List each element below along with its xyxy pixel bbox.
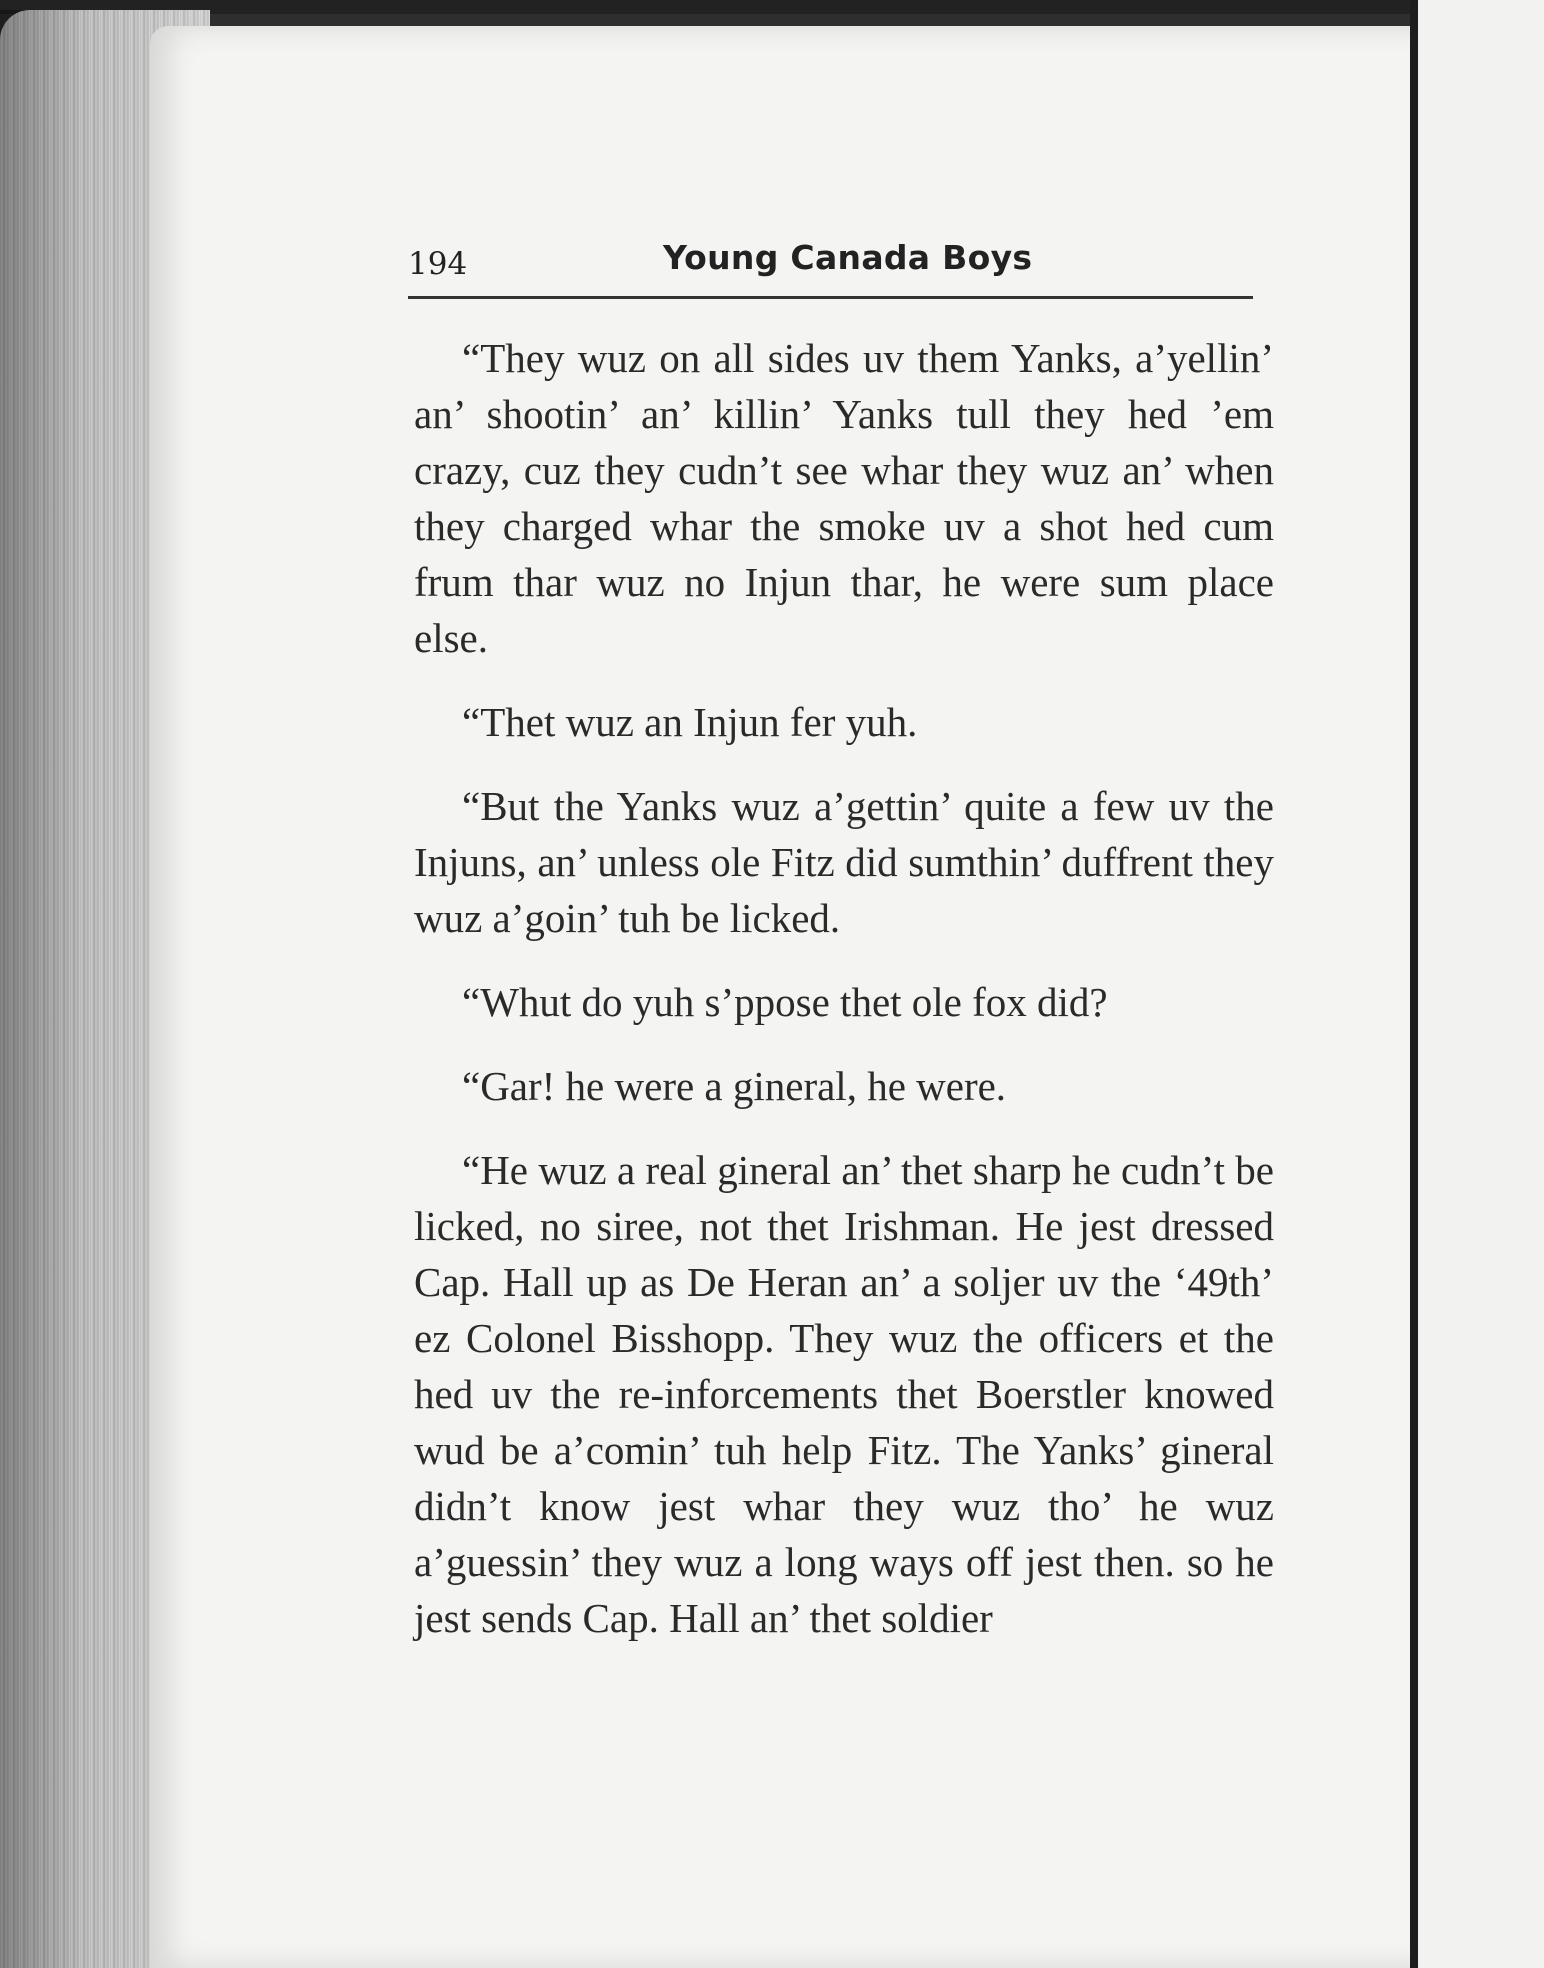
running-title: Young Canada Boys <box>663 238 1033 277</box>
paragraph: “Thet wuz an Injun fer yuh. <box>462 699 918 745</box>
paragraph: “But the Yanks wuz a’gettin’ quite a few uv the Injuns, an’ unless ole Fitz did sumthin’ duffrent they wuz a’goin’ tuh be licked. <box>414 783 1274 941</box>
body-text <box>414 330 1274 1674</box>
page-number: 194 <box>408 246 468 282</box>
facing-page <box>1412 0 1544 1968</box>
page-header <box>408 238 1253 300</box>
gutter-line <box>1410 0 1418 1968</box>
paragraph: “Whut do yuh s’ppose thet ole fox did? <box>462 979 1108 1025</box>
paragraph: “They wuz on all sides uv them Yanks, a’yellin’ an’ shootin’ an’ killin’ Yanks tull they hed ’em crazy, cuz they cudn’t see whar they wuz an’ when they charged whar the smoke uv a shot hed cum frum thar wuz no Injun thar, he were sum place else. <box>414 335 1274 661</box>
top-shadow <box>0 0 1544 14</box>
paragraph: “Gar! he were a gineral, he were. <box>462 1063 1007 1109</box>
paragraph: “He wuz a real gineral an’ thet sharp he cudn’t be licked, no siree, not thet Irishman. He jest dressed Cap. Hall up as De Heran an’ a soljer uv the ‘49th’ ez Colonel Bisshopp. They wuz the officers et the hed uv the re-inforcements thet Boerstler knowed wud be a’comin’ tuh help Fitz. The Yanks’ gineral didn’t know jest whar they wuz tho’ he wuz a’guessin’ they wuz a long ways off jest then. so he jest sends Cap. Hall an’ thet soldier <box>414 1147 1274 1641</box>
header-rule <box>408 296 1253 299</box>
